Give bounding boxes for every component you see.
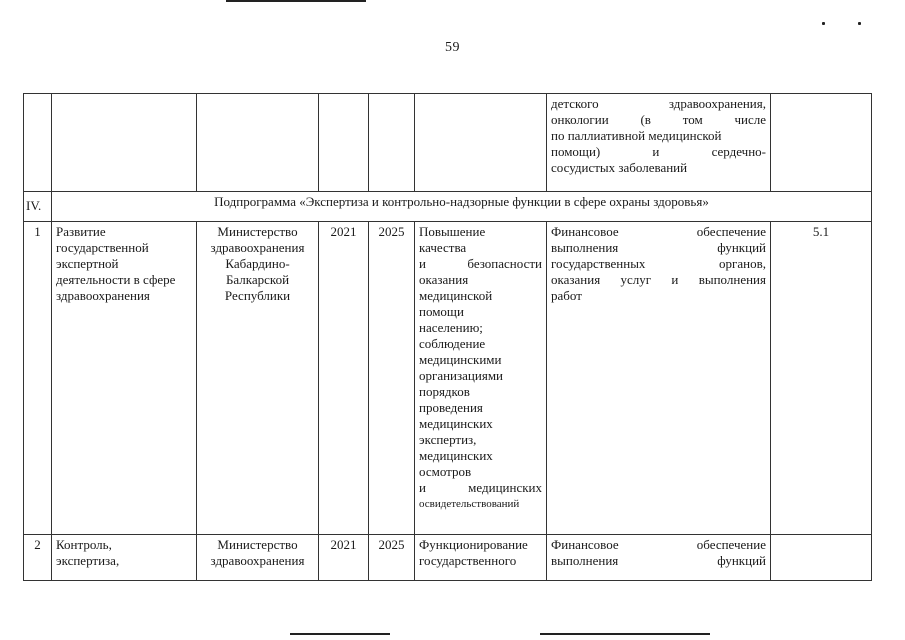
name-line: Развитие (56, 224, 106, 239)
row-number: 1 (24, 222, 52, 535)
table-row (24, 535, 872, 581)
org-line: Республики (224, 288, 291, 303)
cell-link (771, 94, 872, 192)
table-row (24, 222, 872, 535)
result-line: по паллиативной медицинской (551, 128, 722, 143)
result-line: оказания услуг и выполнения (551, 272, 766, 287)
name-line: деятельности в сфере (56, 272, 176, 287)
org-line: здравоохранения (210, 553, 305, 568)
result-line: детского здравоохранения, (551, 96, 766, 111)
result-line: помощи) и сердечно- (551, 144, 766, 159)
scan-speck (822, 22, 825, 25)
cell-link: 5.1 (771, 222, 872, 535)
effect-line: Повышение (419, 224, 486, 239)
cell-end-year: 2025 (369, 222, 415, 535)
effect-line: качества (419, 240, 467, 255)
cell-effect (415, 94, 547, 192)
cell-effect (415, 535, 547, 581)
effect-line: экспертиз, (419, 432, 477, 447)
cell-name (52, 535, 197, 581)
effect-line: организациями (419, 368, 503, 383)
org-line: Кабардино- (225, 256, 290, 271)
scan-artifact-line (290, 633, 390, 635)
cell-result (547, 94, 771, 192)
effect-line: и медицинских (419, 480, 542, 495)
effect-line: осмотров (419, 464, 472, 479)
row-number: 2 (24, 535, 52, 581)
program-table (23, 93, 872, 581)
org-line: здравоохранения (210, 240, 305, 255)
cell-start-year: 2021 (319, 535, 369, 581)
cell-end (369, 94, 415, 192)
effect-line: соблюдение (419, 336, 486, 351)
effect-line: помощи (419, 304, 464, 319)
scan-speck (858, 22, 861, 25)
cell-org (197, 94, 319, 192)
cell-end-year: 2025 (369, 535, 415, 581)
effect-line: медицинских (419, 416, 493, 431)
cell-start-year: 2021 (319, 222, 369, 535)
cell-num (24, 94, 52, 192)
section-number: IV. (24, 192, 52, 222)
effect-line: проведения (419, 400, 483, 415)
effect-line: оказания (419, 272, 469, 287)
name-line: здравоохранения (56, 288, 150, 303)
name-line: экспертиза, (56, 553, 120, 568)
cell-result (547, 222, 771, 535)
effect-line: порядков (419, 384, 470, 399)
result-line: работ (551, 288, 582, 303)
section-row (24, 192, 872, 222)
result-line: выполнения функций (551, 553, 766, 568)
cell-result (547, 535, 771, 581)
effect-line: медицинских (419, 448, 493, 463)
name-line: Контроль, (56, 537, 112, 552)
result-line: государственных органов, (551, 256, 766, 271)
scan-artifact-line (540, 633, 710, 635)
cell-org (197, 222, 319, 535)
page-number: 59 (445, 40, 460, 55)
cell-name (52, 222, 197, 535)
effect-line: населению; (419, 320, 483, 335)
effect-line: медицинской (419, 288, 493, 303)
result-line: онкологии (в том числе (551, 112, 766, 127)
effect-line: медицинскими (419, 352, 502, 367)
result-line: Финансовое обеспечение (551, 224, 766, 239)
scan-artifact-line (226, 0, 366, 2)
cell-org (197, 535, 319, 581)
name-line: государственной (56, 240, 149, 255)
section-title: Подпрограмма «Экспертиза и контрольно-надзорные функции в сфере охраны здоровья» (52, 192, 872, 222)
name-line: экспертной (56, 256, 119, 271)
org-line: Министерство (217, 224, 298, 239)
effect-line: и безопасности (419, 256, 542, 271)
org-line: Балкарской (225, 272, 290, 287)
table-row (24, 94, 872, 192)
result-line: сосудистых заболеваний (551, 160, 688, 175)
effect-line: государственного (419, 553, 517, 568)
cell-name (52, 94, 197, 192)
org-line: Министерство (217, 537, 298, 552)
effect-line: освидетельствований (419, 498, 520, 510)
cell-link (771, 535, 872, 581)
result-line: Финансовое обеспечение (551, 537, 766, 552)
result-line: выполнения функций (551, 240, 766, 255)
cell-start (319, 94, 369, 192)
cell-effect (415, 222, 547, 535)
effect-line: Функционирование (419, 537, 528, 552)
